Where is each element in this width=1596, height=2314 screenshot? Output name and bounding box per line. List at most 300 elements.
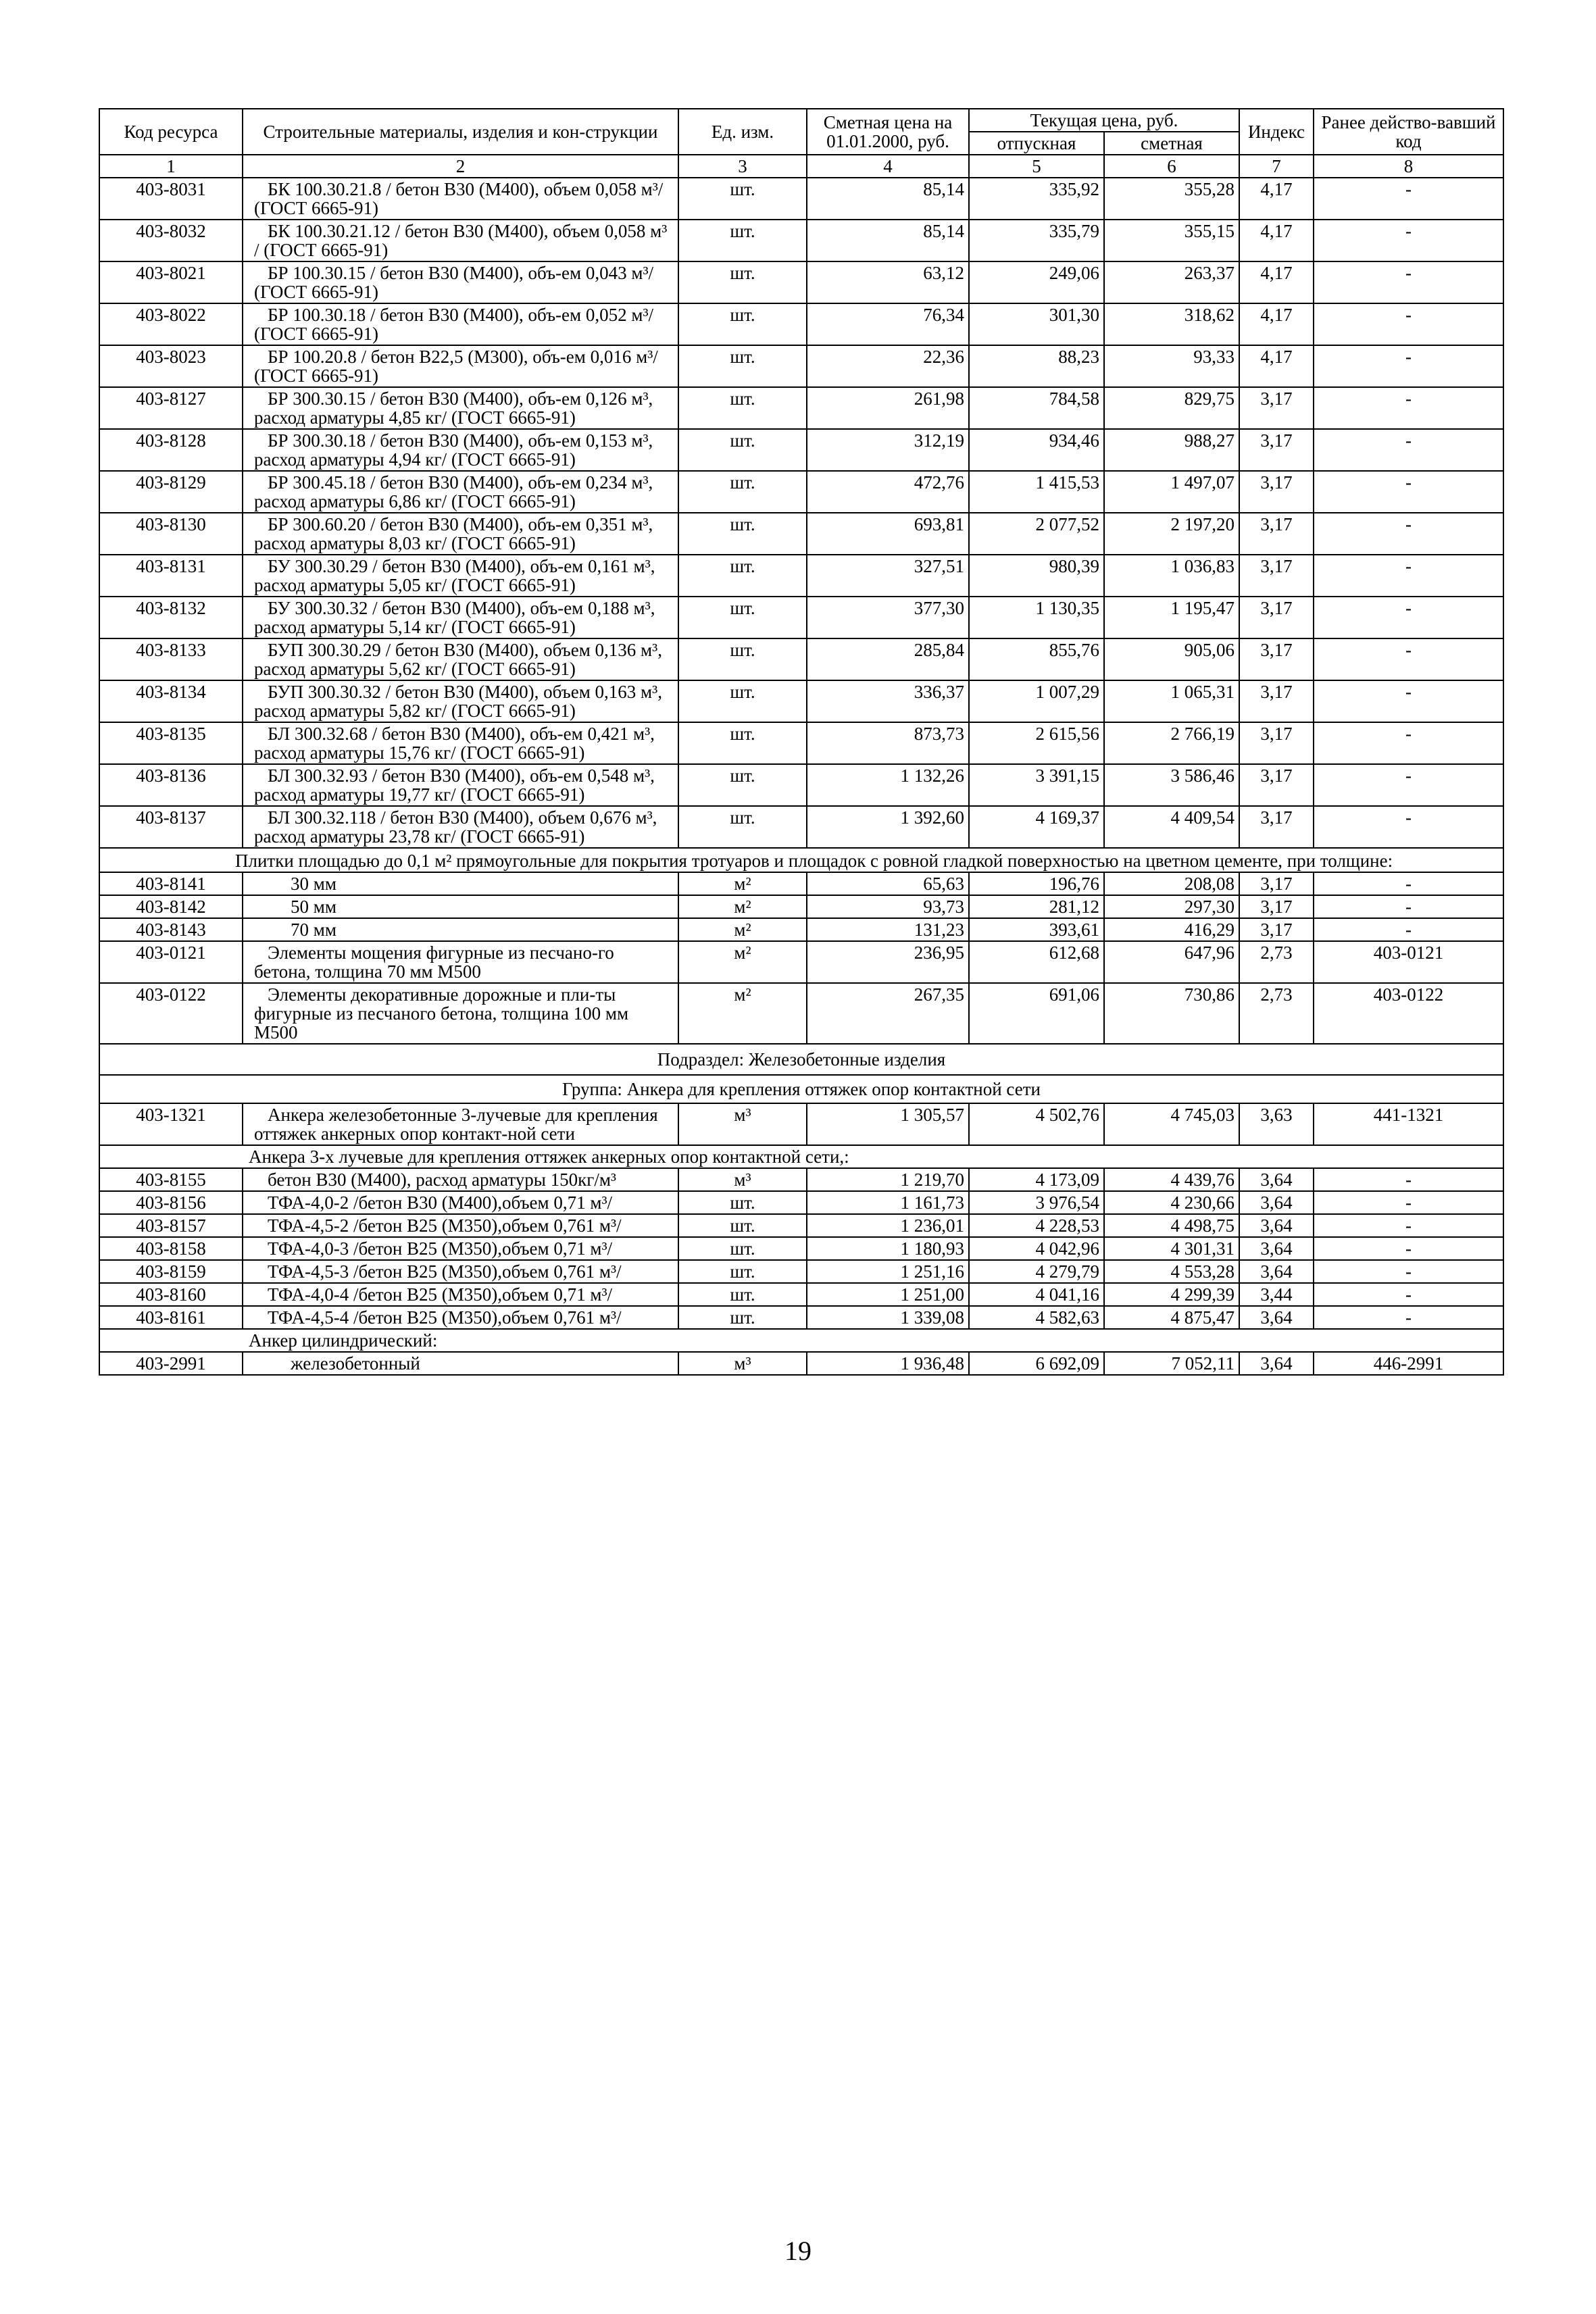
cell-prev-code: -: [1314, 895, 1503, 918]
cell-unit: шт.: [678, 471, 807, 513]
cell-code: 403-0122: [99, 983, 243, 1044]
cell-code: 403-2991: [99, 1352, 243, 1375]
cell-name: БР 300.30.15 / бетон В30 (М400), объ-ем 0,126 м³, расход арматуры 4,85 кг/ (ГОСТ 6665-91): [243, 387, 678, 429]
cell-prev-code: -: [1314, 1214, 1503, 1237]
cell-base-price: 85,14: [807, 220, 969, 261]
cell-base-price: 1 132,26: [807, 764, 969, 806]
cell-unit: шт.: [678, 303, 807, 345]
cell-index: 3,64: [1239, 1168, 1314, 1191]
cell-release-price: 4 502,76: [969, 1103, 1104, 1145]
cell-prev-code: 403-0121: [1314, 941, 1503, 983]
cell-prev-code: -: [1314, 345, 1503, 387]
cell-base-price: 85,14: [807, 178, 969, 220]
subheading-cylindrical: Анкер цилиндрический:: [99, 1329, 1503, 1352]
cell-code: 403-1321: [99, 1103, 243, 1145]
cell-code: 403-8132: [99, 597, 243, 638]
cell-name: БУП 300.30.29 / бетон В30 (М400), объем 0,136 м³, расход арматуры 5,62 кг/ (ГОСТ 6665-91): [243, 638, 678, 680]
cell-estimate-price: 2 766,19: [1104, 722, 1239, 764]
cell-unit: шт.: [678, 261, 807, 303]
section-group: [99, 1044, 1503, 1103]
cell-unit: м²: [678, 872, 807, 895]
cell-prev-code: -: [1314, 178, 1503, 220]
table-row: [99, 471, 1503, 513]
cell-index: 2,73: [1239, 983, 1314, 1044]
cell-unit: м³: [678, 1352, 807, 1375]
subheading-tiles-group: [99, 848, 1503, 872]
cell-base-price: 1 236,01: [807, 1214, 969, 1237]
column-number: 3: [678, 155, 807, 178]
cell-base-price: 1 219,70: [807, 1168, 969, 1191]
cell-index: 3,17: [1239, 597, 1314, 638]
table-row: [99, 555, 1503, 597]
cell-base-price: 267,35: [807, 983, 969, 1044]
cell-base-price: 1 339,08: [807, 1306, 969, 1329]
cell-estimate-price: 905,06: [1104, 638, 1239, 680]
price-table: [99, 108, 1504, 1376]
header-prev-code: Ранее действо-вавший код: [1314, 109, 1503, 155]
cell-release-price: 393,61: [969, 918, 1104, 941]
cell-prev-code: -: [1314, 387, 1503, 429]
cell-base-price: 1 251,16: [807, 1260, 969, 1283]
cell-code: 403-8137: [99, 806, 243, 848]
rows-cylindrical: [99, 1352, 1503, 1375]
cell-name: БР 300.60.20 / бетон В30 (М400), объ-ем 0,351 м³, расход арматуры 8,03 кг/ (ГОСТ 6665-91): [243, 513, 678, 555]
cell-index: 4,17: [1239, 178, 1314, 220]
cell-estimate-price: 1 195,47: [1104, 597, 1239, 638]
table-row: [99, 345, 1503, 387]
cell-name: БР 100.20.8 / бетон В22,5 (М300), объ-ем 0,016 м³/ (ГОСТ 6665-91): [243, 345, 678, 387]
cell-code: 403-0121: [99, 941, 243, 983]
cell-estimate-price: 4 230,66: [1104, 1191, 1239, 1214]
table-row: [99, 722, 1503, 764]
cell-index: 3,64: [1239, 1191, 1314, 1214]
cell-name: ТФА-4,0-4 /бетон В25 (М350),объем 0,71 м³/: [243, 1283, 678, 1306]
cell-name: Элементы мощения фигурные из песчано-го бетона, толщина 70 мм М500: [243, 941, 678, 983]
header-code: Код ресурса: [99, 109, 243, 155]
table-row: [99, 597, 1503, 638]
cell-index: 3,63: [1239, 1103, 1314, 1145]
table-row: [99, 1260, 1503, 1283]
cell-release-price: 2 077,52: [969, 513, 1104, 555]
table-row: [99, 261, 1503, 303]
cell-unit: шт.: [678, 597, 807, 638]
cell-estimate-price: 355,15: [1104, 220, 1239, 261]
cell-code: 403-8031: [99, 178, 243, 220]
cell-name: БУП 300.30.32 / бетон В30 (М400), объем 0,163 м³, расход арматуры 5,82 кг/ (ГОСТ 6665-91): [243, 680, 678, 722]
table-row: [99, 1214, 1503, 1237]
cell-estimate-price: 4 498,75: [1104, 1214, 1239, 1237]
subheading-tiles: Плитки площадью до 0,1 м² прямоугольные для покрытия тротуаров и площадок с ровной гладкой поверхностью на цветном цементе, при толщине:: [99, 848, 1503, 872]
cell-index: 3,17: [1239, 387, 1314, 429]
table-row: [99, 387, 1503, 429]
column-number: 2: [243, 155, 678, 178]
cell-index: 3,17: [1239, 429, 1314, 471]
cell-code: 403-8022: [99, 303, 243, 345]
header-name: Строительные материалы, изделия и кон-струкции: [243, 109, 678, 155]
cell-release-price: 1 415,53: [969, 471, 1104, 513]
cell-release-price: 980,39: [969, 555, 1104, 597]
cell-base-price: 1 936,48: [807, 1352, 969, 1375]
cell-release-price: 4 582,63: [969, 1306, 1104, 1329]
cell-unit: шт.: [678, 638, 807, 680]
cell-unit: шт.: [678, 513, 807, 555]
cell-prev-code: -: [1314, 1306, 1503, 1329]
cell-index: 3,17: [1239, 872, 1314, 895]
cell-name: БР 300.45.18 / бетон В30 (М400), объ-ем 0,234 м³, расход арматуры 6,86 кг/ (ГОСТ 6665-91): [243, 471, 678, 513]
cell-prev-code: 441-1321: [1314, 1103, 1503, 1145]
table-row: [99, 1306, 1503, 1329]
table-row: [99, 220, 1503, 261]
cell-release-price: 1 130,35: [969, 597, 1104, 638]
cell-index: 3,17: [1239, 555, 1314, 597]
cell-estimate-price: 1 065,31: [1104, 680, 1239, 722]
cell-release-price: 88,23: [969, 345, 1104, 387]
cell-estimate-price: 3 586,46: [1104, 764, 1239, 806]
cell-release-price: 335,92: [969, 178, 1104, 220]
column-number: 7: [1239, 155, 1314, 178]
cell-estimate-price: 4 875,47: [1104, 1306, 1239, 1329]
cell-release-price: 301,30: [969, 303, 1104, 345]
table-row: [99, 1283, 1503, 1306]
cell-unit: шт.: [678, 1306, 807, 1329]
cell-index: 3,17: [1239, 895, 1314, 918]
cell-estimate-price: 7 052,11: [1104, 1352, 1239, 1375]
table-row: [99, 764, 1503, 806]
section-title: Подраздел: Железобетонные изделия: [99, 1044, 1503, 1075]
table-row: [99, 941, 1503, 983]
cell-prev-code: -: [1314, 1237, 1503, 1260]
cell-estimate-price: 1 036,83: [1104, 555, 1239, 597]
cell-base-price: 1 305,57: [807, 1103, 969, 1145]
table-row: [99, 872, 1503, 895]
cell-code: 403-8136: [99, 764, 243, 806]
cell-name: БУ 300.30.29 / бетон В30 (М400), объ-ем 0,161 м³, расход арматуры 5,05 кг/ (ГОСТ 6665-91): [243, 555, 678, 597]
cell-estimate-price: 4 409,54: [1104, 806, 1239, 848]
cell-base-price: 472,76: [807, 471, 969, 513]
cell-unit: шт.: [678, 1214, 807, 1237]
cell-prev-code: -: [1314, 555, 1503, 597]
rows-anchors-3-ray: [99, 1168, 1503, 1329]
cell-base-price: 65,63: [807, 872, 969, 895]
table-row: [99, 1103, 1503, 1145]
cell-index: 4,17: [1239, 303, 1314, 345]
cell-base-price: 63,12: [807, 261, 969, 303]
subheading-cyl-group: [99, 1329, 1503, 1352]
cell-prev-code: -: [1314, 1283, 1503, 1306]
cell-base-price: 312,19: [807, 429, 969, 471]
cell-code: 403-8159: [99, 1260, 243, 1283]
cell-base-price: 693,81: [807, 513, 969, 555]
cell-unit: м³: [678, 1168, 807, 1191]
cell-index: 3,44: [1239, 1283, 1314, 1306]
cell-base-price: 76,34: [807, 303, 969, 345]
cell-index: 3,17: [1239, 806, 1314, 848]
cell-index: 3,64: [1239, 1306, 1314, 1329]
cell-index: 3,64: [1239, 1237, 1314, 1260]
cell-unit: шт.: [678, 1191, 807, 1214]
cell-name: 70 мм: [243, 918, 678, 941]
cell-release-price: 6 692,09: [969, 1352, 1104, 1375]
cell-estimate-price: 2 197,20: [1104, 513, 1239, 555]
cell-prev-code: -: [1314, 764, 1503, 806]
cell-name: БР 100.30.15 / бетон В30 (М400), объ-ем 0,043 м³/ (ГОСТ 6665-91): [243, 261, 678, 303]
header-unit: Ед. изм.: [678, 109, 807, 155]
header-current-price: Текущая цена, руб.: [969, 109, 1239, 132]
group-title: Группа: Анкера для крепления оттяжек опор контактной сети: [99, 1075, 1503, 1103]
cell-code: 403-8128: [99, 429, 243, 471]
table-row: [99, 680, 1503, 722]
cell-index: 3,64: [1239, 1260, 1314, 1283]
cell-base-price: 261,98: [807, 387, 969, 429]
cell-code: 403-8135: [99, 722, 243, 764]
cell-estimate-price: 1 497,07: [1104, 471, 1239, 513]
cell-code: 403-8155: [99, 1168, 243, 1191]
cell-unit: шт.: [678, 345, 807, 387]
cell-code: 403-8133: [99, 638, 243, 680]
cell-estimate-price: 730,86: [1104, 983, 1239, 1044]
cell-prev-code: -: [1314, 220, 1503, 261]
cell-prev-code: -: [1314, 261, 1503, 303]
cell-code: 403-8161: [99, 1306, 243, 1329]
cell-estimate-price: 263,37: [1104, 261, 1239, 303]
cell-name: БР 100.30.18 / бетон В30 (М400), объ-ем 0,052 м³/ (ГОСТ 6665-91): [243, 303, 678, 345]
cell-prev-code: -: [1314, 722, 1503, 764]
cell-name: ТФА-4,0-3 /бетон В25 (М350),объем 0,71 м³/: [243, 1237, 678, 1260]
cell-estimate-price: 416,29: [1104, 918, 1239, 941]
table-row: [99, 1168, 1503, 1191]
cell-unit: м³: [678, 1103, 807, 1145]
cell-base-price: 873,73: [807, 722, 969, 764]
cell-prev-code: -: [1314, 638, 1503, 680]
cell-prev-code: -: [1314, 513, 1503, 555]
cell-name: БУ 300.30.32 / бетон В30 (М400), объ-ем 0,188 м³, расход арматуры 5,14 кг/ (ГОСТ 6665-91): [243, 597, 678, 638]
header-base-price: Сметная цена на 01.01.2000, руб.: [807, 109, 969, 155]
column-number: 8: [1314, 155, 1503, 178]
cell-estimate-price: 318,62: [1104, 303, 1239, 345]
cell-release-price: 2 615,56: [969, 722, 1104, 764]
header-estimate: сметная: [1104, 132, 1239, 155]
cell-name: Анкера железобетонные 3-лучевые для крепления оттяжек анкерных опор контакт-ной сети: [243, 1103, 678, 1145]
cell-name: БЛ 300.32.68 / бетон В30 (М400), объ-ем 0,421 м³, расход арматуры 15,76 кг/ (ГОСТ 6665-91): [243, 722, 678, 764]
cell-index: 3,17: [1239, 513, 1314, 555]
cell-base-price: 1 180,93: [807, 1237, 969, 1260]
page-number: 19: [784, 2236, 812, 2266]
cell-estimate-price: 355,28: [1104, 178, 1239, 220]
cell-code: 403-8131: [99, 555, 243, 597]
cell-release-price: 4 279,79: [969, 1260, 1104, 1283]
cell-prev-code: -: [1314, 872, 1503, 895]
cell-release-price: 934,46: [969, 429, 1104, 471]
cell-unit: м²: [678, 941, 807, 983]
cell-release-price: 4 041,16: [969, 1283, 1104, 1306]
cell-base-price: 22,36: [807, 345, 969, 387]
cell-unit: шт.: [678, 1283, 807, 1306]
cell-unit: шт.: [678, 555, 807, 597]
cell-release-price: 196,76: [969, 872, 1104, 895]
cell-name: 50 мм: [243, 895, 678, 918]
subheading-anchors-group: [99, 1145, 1503, 1168]
cell-base-price: 377,30: [807, 597, 969, 638]
cell-estimate-price: 297,30: [1104, 895, 1239, 918]
cell-code: 403-8157: [99, 1214, 243, 1237]
cell-unit: шт.: [678, 806, 807, 848]
cell-release-price: 4 173,09: [969, 1168, 1104, 1191]
cell-release-price: 4 042,96: [969, 1237, 1104, 1260]
column-number: 5: [969, 155, 1104, 178]
table-row: [99, 1352, 1503, 1375]
header-index: Индекс: [1239, 109, 1314, 155]
cell-prev-code: -: [1314, 1260, 1503, 1283]
table-row: [99, 429, 1503, 471]
cell-estimate-price: 829,75: [1104, 387, 1239, 429]
cell-estimate-price: 4 301,31: [1104, 1237, 1239, 1260]
cell-base-price: 1 251,00: [807, 1283, 969, 1306]
cell-estimate-price: 4 745,03: [1104, 1103, 1239, 1145]
column-numbers: [99, 155, 1503, 178]
table-row: [99, 806, 1503, 848]
column-number: 4: [807, 155, 969, 178]
cell-prev-code: -: [1314, 1168, 1503, 1191]
cell-base-price: 93,73: [807, 895, 969, 918]
table-row: [99, 918, 1503, 941]
cell-base-price: 236,95: [807, 941, 969, 983]
cell-base-price: 1 392,60: [807, 806, 969, 848]
header-release: отпускная: [969, 132, 1104, 155]
cell-estimate-price: 988,27: [1104, 429, 1239, 471]
cell-base-price: 131,23: [807, 918, 969, 941]
cell-unit: шт.: [678, 764, 807, 806]
cell-index: 3,17: [1239, 722, 1314, 764]
cell-estimate-price: 4 439,76: [1104, 1168, 1239, 1191]
column-number: 6: [1104, 155, 1239, 178]
cell-unit: шт.: [678, 1260, 807, 1283]
cell-index: 3,17: [1239, 764, 1314, 806]
cell-code: 403-8129: [99, 471, 243, 513]
cell-index: 4,17: [1239, 345, 1314, 387]
cell-name: ТФА-4,5-2 /бетон В25 (М350),объем 0,761 м³/: [243, 1214, 678, 1237]
cell-release-price: 855,76: [969, 638, 1104, 680]
cell-name: ТФА-4,5-3 /бетон В25 (М350),объем 0,761 м³/: [243, 1260, 678, 1283]
cell-release-price: 249,06: [969, 261, 1104, 303]
cell-unit: шт.: [678, 178, 807, 220]
table-header: [99, 109, 1503, 178]
table-row: [99, 983, 1503, 1044]
cell-unit: шт.: [678, 429, 807, 471]
cell-name: БЛ 300.32.118 / бетон В30 (М400), объем 0,676 м³, расход арматуры 23,78 кг/ (ГОСТ 6665-91): [243, 806, 678, 848]
cell-code: 403-8134: [99, 680, 243, 722]
cell-index: 4,17: [1239, 261, 1314, 303]
cell-base-price: 285,84: [807, 638, 969, 680]
cell-index: 3,17: [1239, 638, 1314, 680]
cell-code: 403-8143: [99, 918, 243, 941]
cell-name: бетон В30 (М400), расход арматуры 150кг/м³: [243, 1168, 678, 1191]
cell-unit: шт.: [678, 387, 807, 429]
cell-prev-code: -: [1314, 806, 1503, 848]
cell-estimate-price: 93,33: [1104, 345, 1239, 387]
cell-code: 403-8032: [99, 220, 243, 261]
cell-name: Элементы декоративные дорожные и пли-ты фигурные из песчаного бетона, толщина 100 мм М500: [243, 983, 678, 1044]
cell-code: 403-8156: [99, 1191, 243, 1214]
cell-unit: шт.: [678, 680, 807, 722]
rows-tiles: [99, 872, 1503, 1044]
table-row: [99, 303, 1503, 345]
cell-name: БР 300.30.18 / бетон В30 (М400), объ-ем 0,153 м³, расход арматуры 4,94 кг/ (ГОСТ 6665-91): [243, 429, 678, 471]
cell-release-price: 4 228,53: [969, 1214, 1104, 1237]
cell-name: 30 мм: [243, 872, 678, 895]
cell-code: 403-8023: [99, 345, 243, 387]
cell-index: 3,64: [1239, 1214, 1314, 1237]
cell-name: БК 100.30.21.12 / бетон В30 (М400), объем 0,058 м³ / (ГОСТ 6665-91): [243, 220, 678, 261]
cell-release-price: 335,79: [969, 220, 1104, 261]
cell-prev-code: 446-2991: [1314, 1352, 1503, 1375]
table-row: [99, 178, 1503, 220]
cell-unit: шт.: [678, 722, 807, 764]
cell-index: 3,17: [1239, 918, 1314, 941]
cell-release-price: 612,68: [969, 941, 1104, 983]
cell-estimate-price: 208,08: [1104, 872, 1239, 895]
cell-unit: шт.: [678, 220, 807, 261]
cell-release-price: 3 976,54: [969, 1191, 1104, 1214]
cell-unit: шт.: [678, 1237, 807, 1260]
rows-anchors: [99, 1103, 1503, 1145]
cell-base-price: 336,37: [807, 680, 969, 722]
cell-index: 3,17: [1239, 471, 1314, 513]
cell-code: 403-8158: [99, 1237, 243, 1260]
column-number: 1: [99, 155, 243, 178]
table-row: [99, 1191, 1503, 1214]
table-row: [99, 513, 1503, 555]
cell-release-price: 281,12: [969, 895, 1104, 918]
cell-name: БК 100.30.21.8 / бетон В30 (М400), объем 0,058 м³/ (ГОСТ 6665-91): [243, 178, 678, 220]
subheading-anchors: Анкера 3-х лучевые для крепления оттяжек анкерных опор контактной сети,:: [99, 1145, 1503, 1168]
cell-estimate-price: 4 299,39: [1104, 1283, 1239, 1306]
cell-code: 403-8021: [99, 261, 243, 303]
cell-release-price: 1 007,29: [969, 680, 1104, 722]
cell-prev-code: -: [1314, 429, 1503, 471]
cell-index: 3,64: [1239, 1352, 1314, 1375]
cell-prev-code: -: [1314, 597, 1503, 638]
cell-name: железобетонный: [243, 1352, 678, 1375]
table-row: [99, 1237, 1503, 1260]
table-row: [99, 638, 1503, 680]
cell-name: ТФА-4,5-4 /бетон В25 (М350),объем 0,761 м³/: [243, 1306, 678, 1329]
cell-code: 403-8142: [99, 895, 243, 918]
cell-name: ТФА-4,0-2 /бетон В30 (М400),объем 0,71 м³/: [243, 1191, 678, 1214]
cell-code: 403-8130: [99, 513, 243, 555]
cell-prev-code: -: [1314, 680, 1503, 722]
cell-code: 403-8127: [99, 387, 243, 429]
cell-prev-code: -: [1314, 918, 1503, 941]
cell-name: БЛ 300.32.93 / бетон В30 (М400), объ-ем 0,548 м³, расход арматуры 19,77 кг/ (ГОСТ 6665-91): [243, 764, 678, 806]
table-row: [99, 895, 1503, 918]
cell-index: 4,17: [1239, 220, 1314, 261]
cell-release-price: 691,06: [969, 983, 1104, 1044]
cell-base-price: 327,51: [807, 555, 969, 597]
cell-prev-code: -: [1314, 471, 1503, 513]
rows-concrete-blocks: [99, 178, 1503, 848]
cell-release-price: 4 169,37: [969, 806, 1104, 848]
cell-index: 3,17: [1239, 680, 1314, 722]
cell-estimate-price: 4 553,28: [1104, 1260, 1239, 1283]
cell-prev-code: -: [1314, 1191, 1503, 1214]
cell-prev-code: -: [1314, 303, 1503, 345]
cell-code: 403-8160: [99, 1283, 243, 1306]
cell-unit: м²: [678, 983, 807, 1044]
cell-unit: м²: [678, 895, 807, 918]
cell-release-price: 3 391,15: [969, 764, 1104, 806]
cell-prev-code: 403-0122: [1314, 983, 1503, 1044]
cell-code: 403-8141: [99, 872, 243, 895]
